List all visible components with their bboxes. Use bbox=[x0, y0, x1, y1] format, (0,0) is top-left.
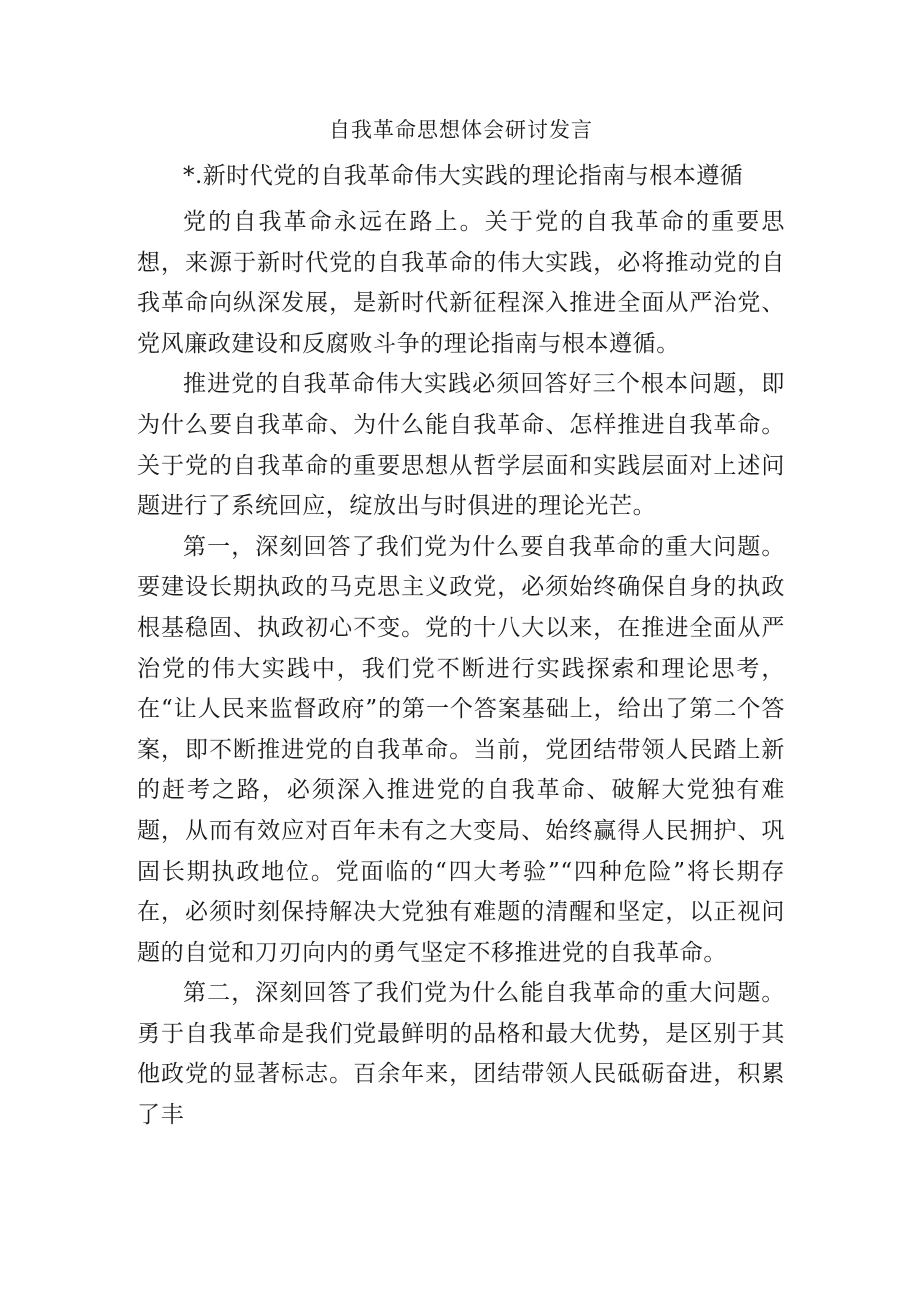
document-page bbox=[137, 110, 785, 1136]
document-title: 自我革命思想体会研讨发言 bbox=[329, 118, 593, 142]
paragraph-2: 推进党的自我革命伟大实践必须回答好三个根本问题，即为什么要自我革命、为什么能自我革命、怎样推进自我革命。关于党的自我革命的重要思想从哲学层面和实践层面对上述问题进行了系统回应，绽放出与时俱进的理论光芒。 bbox=[137, 371, 785, 520]
paragraph-1: 党的自我革命永远在路上。关于党的自我革命的重要思想，来源于新时代党的自我革命的伟大实践，必将推动党的自我革命向纵深发展，是新时代新征程深入推进全面从严治党、党风廉政建设和反腐败斗争的理论指南与根本遵循。 bbox=[137, 209, 785, 357]
paragraph-4: 第二，深刻回答了我们党为什么能自我革命的重大问题。勇于自我革命是我们党最鲜明的品格和最大优势，是区别于其他政党的显著标志。百余年来，团结带领人民砥砺奋进，积累了丰 bbox=[137, 980, 785, 1129]
section-heading: *.新时代党的自我革命伟大实践的理论指南与根本遵循 bbox=[183, 163, 744, 189]
paragraph-3: 第一，深刻回答了我们党为什么要自我革命的重大问题。要建设长期执政的马克思主义政党，必须始终确保自身的执政根基稳固、执政初心不变。党的十八大以来，在推进全面从严治党的伟大实践中，我们党不断进行实践探索和理论思考，在“让人民来监督政府”的第一个答案基础上，给出了第二个答案，即不断推进党的自我革命。当前，党团结带领人民踏上新的赶考之路，必须深入推进党的自我革命、破解大党独有难题，从而有效应对百年未有之大变局、始终赢得人民拥护、巩固长期执政地位。党面临的“四大考验”“四种危险”将长期存在，必须时刻保持解决大党独有难题的清醒和坚定，以正视问题的自觉和刀刃向内的勇气坚定不移推进党的自我革命。 bbox=[137, 533, 785, 966]
